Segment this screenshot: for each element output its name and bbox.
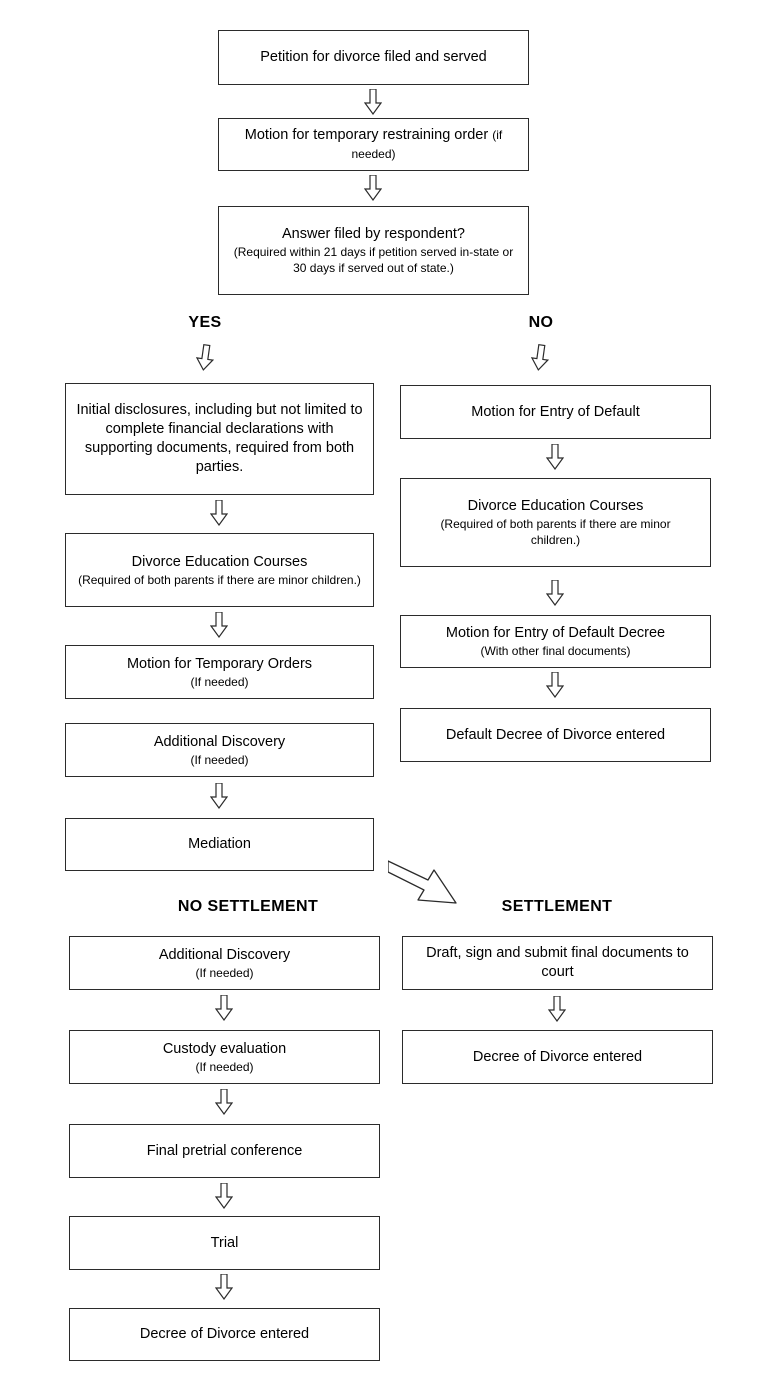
node-mediation-label: Mediation (188, 836, 251, 852)
node-answer-sublabel: (Required within 21 days if petition served in-state or 30 days if served out of state.) (233, 245, 514, 275)
node-temporary-orders-sublabel: (If needed) (190, 674, 249, 689)
node-additional-discovery-1-label: Additional Discovery (153, 733, 286, 750)
node-tro (218, 118, 529, 171)
node-additional-discovery-2-label: Additional Discovery (158, 946, 291, 963)
node-decree-after-settlement (402, 1030, 713, 1084)
arrow-default-decree-motion-to-entered (546, 672, 564, 698)
node-default-decree-motion-label: Motion for Entry of Default Decree (445, 625, 666, 641)
node-initial-disclosures (65, 383, 374, 495)
branch-label-no-settlement: NO SETTLEMENT (177, 898, 319, 915)
node-petition-label: Petition for divorce filed and served (260, 49, 487, 65)
node-default-decree-motion-sublabel: (With other final documents) (480, 644, 631, 658)
node-divorce-education-yes-label: Divorce Education Courses (131, 553, 308, 570)
arrow-trial-to-decree (215, 1274, 233, 1300)
node-custody-evaluation-label: Custody evaluation (162, 1040, 287, 1057)
node-default-decree-motion (400, 615, 711, 668)
node-temporary-orders (65, 645, 374, 699)
arrow-pretrial-to-trial (215, 1183, 233, 1209)
node-final-pretrial-conference (69, 1124, 380, 1178)
node-temporary-orders-label: Motion for Temporary Orders (126, 655, 313, 672)
node-draft-final-documents (402, 936, 713, 990)
node-tro-label: Motion for temporary restraining order (if needed) (244, 126, 503, 161)
node-additional-discovery-1-sublabel: (If needed) (190, 752, 249, 767)
arrow-custody-to-pretrial (215, 1089, 233, 1115)
node-draft-final-documents-label: Draft, sign and submit final documents to court (426, 945, 689, 980)
arrow-divorce-ed-to-default-decree-motion (546, 580, 564, 606)
node-trial (69, 1216, 380, 1270)
arrow-discovery-to-mediation (210, 783, 228, 809)
arrow-no-branch (531, 344, 549, 372)
arrow-yes-branch (196, 344, 214, 372)
arrow-disclosures-to-divorce-ed (210, 500, 228, 526)
node-final-pretrial-conference-label: Final pretrial conference (146, 1142, 303, 1159)
arrow-divorce-ed-to-temp-orders (210, 612, 228, 638)
node-petition (218, 30, 529, 85)
node-default-decree-entered-label: Default Decree of Divorce entered (445, 726, 666, 743)
node-tro-sublabel: (if needed) (351, 127, 503, 161)
node-decree-after-settlement-label: Decree of Divorce entered (472, 1048, 643, 1065)
branch-label-settlement: SETTLEMENT (501, 898, 613, 915)
node-answer (218, 206, 529, 295)
arrow-draft-to-decree (548, 996, 566, 1022)
node-custody-evaluation-sublabel: (If needed) (195, 1059, 254, 1074)
node-initial-disclosures-label: Initial disclosures, including but not limited to complete financial declarations with supporting documents, required from both parties. (76, 402, 363, 475)
node-additional-discovery-1 (65, 723, 374, 777)
arrow-default-to-divorce-ed (546, 444, 564, 470)
node-answer-label: Answer filed by respondent? (282, 226, 465, 242)
arrow-discovery2-to-custody (215, 995, 233, 1021)
node-decree-after-trial-label: Decree of Divorce entered (139, 1326, 310, 1342)
arrow-tro-to-answer (364, 175, 382, 201)
branch-label-no: NO (528, 314, 554, 331)
node-divorce-education-no-sublabel: (Required of both parents if there are minor children.) (440, 517, 671, 547)
branch-label-yes: YES (188, 314, 222, 331)
node-entry-of-default-label: Motion for Entry of Default (471, 403, 640, 420)
node-entry-of-default (400, 385, 711, 439)
node-trial-label: Trial (210, 1234, 239, 1251)
node-mediation (65, 818, 374, 871)
node-divorce-education-yes (65, 533, 374, 607)
node-additional-discovery-2-sublabel: (If needed) (195, 965, 254, 980)
node-divorce-education-yes-sublabel: (Required of both parents if there are minor children.) (78, 572, 361, 587)
node-additional-discovery-2 (69, 936, 380, 990)
node-divorce-education-no (400, 478, 711, 567)
node-divorce-education-no-label: Divorce Education Courses (467, 498, 644, 514)
arrow-petition-to-tro (364, 89, 382, 115)
node-custody-evaluation (69, 1030, 380, 1084)
node-decree-after-trial (69, 1308, 380, 1361)
node-default-decree-entered (400, 708, 711, 762)
